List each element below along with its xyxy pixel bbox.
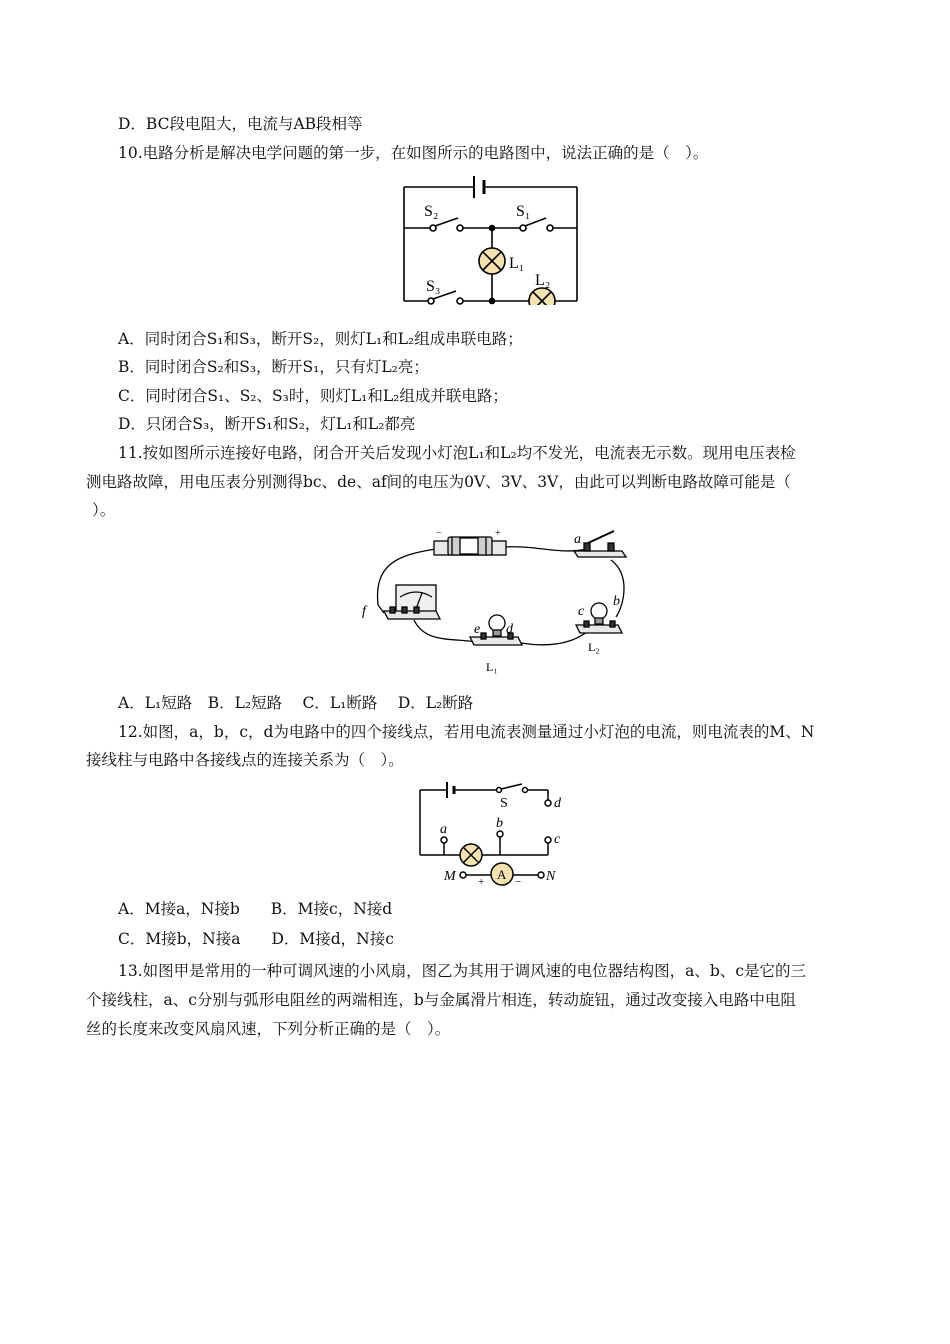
label-plus: + <box>478 876 485 888</box>
label-plus: + <box>495 528 501 539</box>
label-s2: S₂ <box>424 203 439 220</box>
label-l2: L₂ <box>588 640 600 654</box>
label-s1: S₁ <box>516 203 531 220</box>
q10-stem: 10.电路分析是解决电学问题的第一步，在如图所示的电路图中，说法正确的是（ ）。 <box>118 144 709 162</box>
label-l1: L₁ <box>509 255 525 272</box>
lamp-l2-icon <box>529 288 555 305</box>
q12-circuit-diagram <box>414 780 574 890</box>
q12-stem-line2: 接线柱与电路中各接线点的连接关系为（ ）。 <box>86 751 404 769</box>
q12-stem-line1: 12.如图，a，b，c，d为电路中的四个接线点，若用电流表测量通过小灯泡的电流，则电流表的M、N <box>118 723 815 741</box>
label-m: M <box>444 869 456 884</box>
label-minus: − <box>436 528 442 539</box>
label-n: N <box>546 869 556 884</box>
label-d: d <box>506 622 513 637</box>
label-e: e <box>474 622 481 637</box>
q13-stem-line2: 个接线柱，a、c分别与弧形电阻丝的两端相连，b与金属滑片相连，转动旋钮，通过改变接入电路中电阻 <box>86 991 796 1009</box>
ammeter-icon <box>384 585 440 619</box>
label-b: b <box>496 816 503 831</box>
q12-options-cd: C．M接b，N接a D．M接d，N接c <box>118 930 394 948</box>
q13-stem-line1: 13.如图甲是常用的一种可调风速的小风扇，图乙为其用于调风速的电位器结构图，a、b、c是它的三 <box>118 962 806 980</box>
q11-options: A．L₁短路 B．L₂短路 C．L₁断路 D．L₂断路 <box>118 694 474 712</box>
q11-stem-line1: 11.按如图所示连接好电路，闭合开关后发现小灯泡L₁和L₂均不发光，电流表无示数。现用电压表检 <box>118 444 796 462</box>
label-b: b <box>613 594 620 609</box>
label-l1: L₁ <box>486 660 498 674</box>
q10-option-c: C．同时闭合S₁、S₂、S₃时，则灯L₁和L₂组成并联电路； <box>118 387 508 405</box>
switch-s-blade <box>501 784 522 789</box>
label-minus: − <box>515 876 522 888</box>
label-c: c <box>578 604 585 619</box>
knife-switch-icon <box>574 531 626 557</box>
label-a: a <box>574 532 581 547</box>
label-c: c <box>554 832 561 847</box>
label-d: d <box>554 796 561 811</box>
label-ammeter: A <box>497 867 507 882</box>
battery-holder-icon <box>434 537 506 555</box>
q10-circuit-diagram <box>398 170 588 305</box>
q10-option-b: B．同时闭合S₂和S₃，断开S₁，只有灯L₂亮； <box>118 358 429 376</box>
label-s3: S₃ <box>426 278 441 295</box>
label-l2: L₂ <box>535 272 551 289</box>
label-s: S <box>500 796 508 811</box>
q10-option-a: A．同时闭合S₁和S₃，断开S₂，则灯L₁和L₂组成串联电路； <box>118 330 523 348</box>
q11-stem-line3: ）。 <box>92 501 116 519</box>
label-a: a <box>440 822 447 837</box>
q9-option-d: D．BC段电阻大，电流与AB段相等 <box>118 115 363 133</box>
q11-physical-circuit <box>356 525 646 685</box>
q11-stem-line2: 测电路故障，用电压表分别测得bc、de、af间的电压为0V、3V、3V，由此可以判断电路故障可能是（ <box>86 473 791 491</box>
q10-option-d: D．只闭合S₃，断开S₁和S₂，灯L₁和L₂都亮 <box>118 415 416 433</box>
q13-stem-line3: 丝的长度来改变风扇风速，下列分析正确的是（ ）。 <box>86 1020 451 1038</box>
q12-options-ab: A．M接a，N接b B．M接c，N接d <box>118 900 393 918</box>
label-f: f <box>362 604 366 619</box>
